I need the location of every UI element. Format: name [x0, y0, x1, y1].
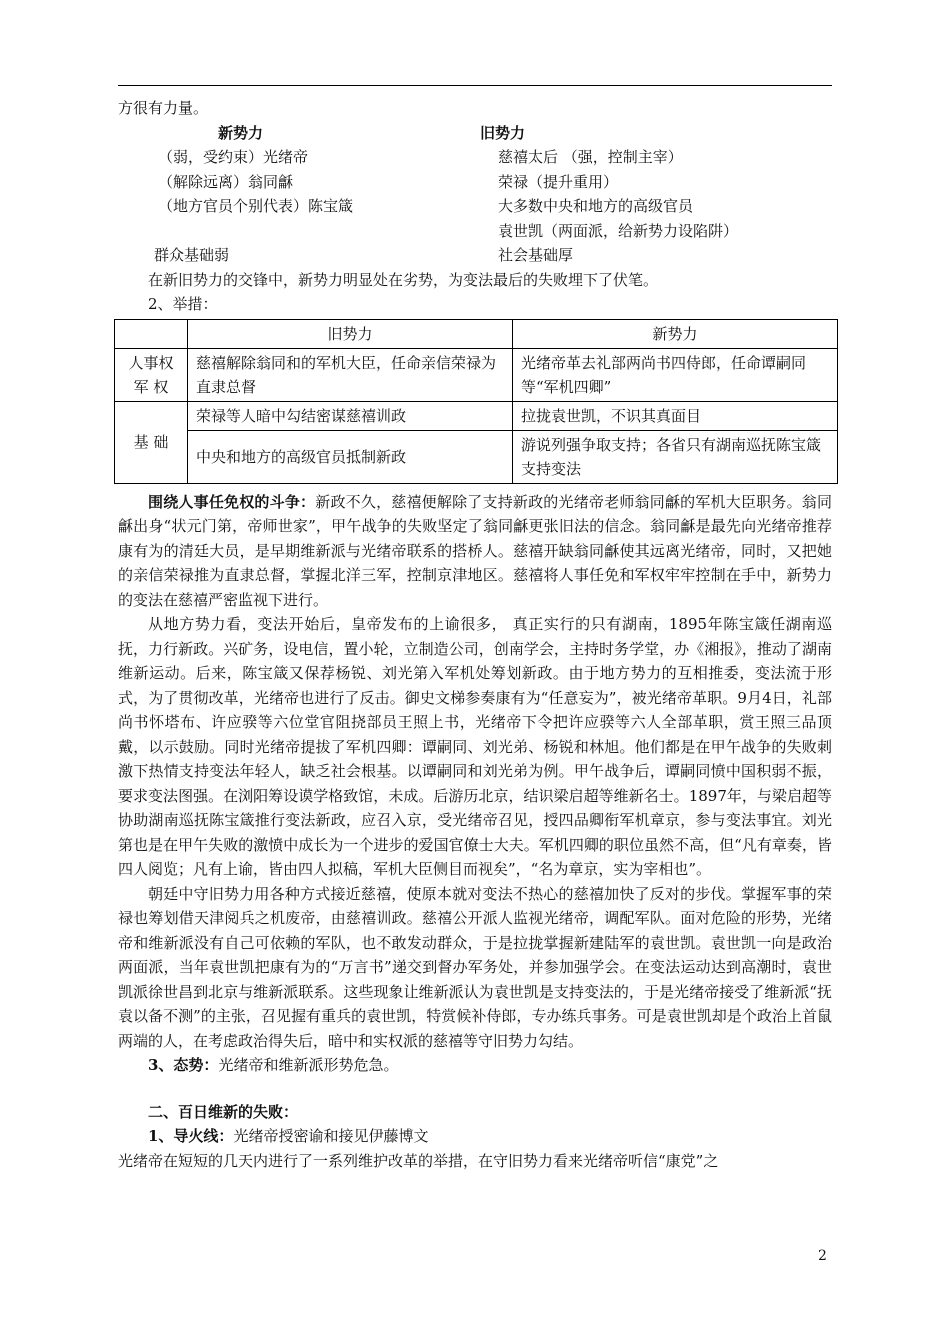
base-category-cell: 基 础 [115, 401, 188, 483]
old-forces-column-header: 旧势力 [188, 319, 513, 348]
base-new-cell: 游说列强争取支持；各省只有湖南巡抚陈宝箴支持变法 [513, 430, 838, 483]
struggle-paragraph [118, 490, 832, 613]
base-new-cell: 拉拢袁世凯，不识其真面目 [513, 401, 838, 430]
new-force-item: 群众基础弱 [154, 246, 230, 264]
measures-table [114, 319, 838, 484]
forces-conclusion: 在新旧势力的交锋中，新势力明显处在劣势，为变法最后的失败埋下了伏笔。 [148, 270, 659, 289]
table-row [115, 401, 838, 430]
military-label: 军 权 [133, 377, 169, 396]
personnel-new-cell: 光绪帝革去礼部两尚书四侍郎，任命谭嗣同等“军机四卿” [513, 348, 838, 401]
old-force-item: 慈禧太后 （强，控制主宰） [498, 148, 683, 166]
table-corner-cell [115, 319, 188, 348]
new-forces-column-header: 新势力 [513, 319, 838, 348]
page-number: 2 [818, 1248, 827, 1264]
header-rule [118, 85, 832, 86]
fuse-paragraph [118, 1124, 832, 1149]
local-forces-paragraph: 从地方势力看，变法开始后，皇帝发布的上谕很多， 真正实行的只有湖南，1895年陈宝箴任湖南巡抚，力行新政。兴矿务，设电信，置小轮，立制造公司，创南学会，主持时务学堂，办《湘报》，推动了湖南维新运动。后来，陈宝箴又保荐杨锐、刘光第入军机处筹划新政。由于地方势力的互相推委，变法流于形式，为了贯彻改革，光绪帝也进行了反击。御史文梯参奏康有为“任意妄为”，被光绪帝革职。9月4日，礼部尚书怀塔布、许应骙等六位堂官阻挠部员王照上书，光绪帝下令把许应骙等六人全部革职，赏王照三品顶戴，以示鼓励。同时光绪帝提拔了军机四卿：谭嗣同、刘光弟、杨锐和林旭。他们都是在甲午战争的失败刺激下热情支持变法年轻人，缺乏社会根基。以谭嗣同和刘光弟为例。甲午战争后，谭嗣同愤中国积弱不振，要求变法图强。在浏阳筹设谟学格致馆，未成。后游历北京，结识梁启超等维新名士。1897年，与梁启超等协助湖南巡抚陈宝箴推行变法新政，应召入京，受光绪帝召见，授四品卿衔军机章京，参与变法事宜。刘光第也是在甲午失败的激愤中成长为一个进步的爱国官僚士大夫。军机四卿的职位虽然不高，但“凡有章奏，皆四人阅览；凡有上谕，皆由四人拟稿，军机大臣侧目而视矣”，“名为章京，实为宰相也”。 [118, 615, 832, 878]
section-spacer [118, 1078, 832, 1100]
old-force-item: 社会基础厚 [498, 246, 574, 264]
situation-text: 光绪帝和维新派形势危急。 [218, 1056, 399, 1074]
forces-row [118, 243, 832, 268]
forces-row [118, 219, 832, 244]
forces-row [118, 170, 832, 195]
forces-row [118, 194, 832, 219]
struggle-text: 新政不久，慈禧便解除了支持新政的光绪帝老师翁同龢的军机大臣职务。翁同龢出身“状元门第，帝师世家”，甲午战争的失败坚定了翁同龢更张旧法的信念。翁同龢是最先向光绪帝推荐康有为的清廷大员，是早期维新派与光绪帝联系的搭桥人。慈禧开缺翁同龢使其远离光绪帝，同时，又把她的亲信荣禄推为直隶总督，掌握北洋三军，控制京津地区。慈禧将人事任免和军权牢牢控制在手中，新势力的变法在慈禧严密监视下进行。 [118, 492, 832, 609]
personnel-old-cell: 慈禧解除翁同和的军机大臣，任命亲信荣禄为直隶总督 [188, 348, 513, 401]
forces-heading-row [118, 121, 832, 146]
court-paragraph: 朝廷中守旧势力用各种方式接近慈禧，使原本就对变法不热心的慈禧加快了反对的步伐。掌握军事的荣禄也筹划借天津阅兵之机废帝，由慈禧训政。慈禧公开派人监视光绪帝，调配军队。面对危险的形势，光绪帝和维新派没有自己可依赖的军队，也不敢发动群众，于是拉拢掌握新建陆军的袁世凯。袁世凯一向是政治两面派，当年袁世凯把康有为的“万言书”递交到督办军务处，并参加强学会。在变法运动达到高潮时，袁世凯派徐世昌到北京与维新派联系。这些现象让维新派认为袁世凯是支持变法的，于是光绪帝接受了维新派“抚袁以备不测”的主张，召见握有重兵的袁世凯，特赏候补侍郎，专办练兵事务。可是袁世凯却是个政治上首鼠两端的人，在考虑政治得失后，暗中和实权派的慈禧等守旧势力勾结。 [118, 884, 832, 1050]
old-force-item: 大多数中央和地方的高级官员 [498, 197, 694, 215]
old-forces-heading: 旧势力 [480, 123, 526, 142]
document-page [118, 96, 832, 1173]
new-forces-heading: 新势力 [218, 123, 264, 142]
old-force-item: 袁世凯（两面派，给新势力设陷阱） [498, 221, 739, 240]
measures-heading: 2、举措： [148, 295, 218, 313]
situation-paragraph [118, 1053, 832, 1078]
new-force-item: （解除远离）翁同龢 [158, 172, 294, 191]
struggle-lead: 围绕人事任免权的斗争： [148, 492, 316, 511]
new-force-item: （地方官员个别代表）陈宝箴 [158, 197, 354, 215]
table-row [115, 348, 838, 401]
table-row [115, 430, 838, 483]
section-2-heading: 二、百日维新的失败： [148, 1102, 299, 1121]
situation-lead: 3、态势： [148, 1056, 219, 1074]
old-force-item: 荣禄（提升重用） [498, 172, 619, 191]
new-force-item: （弱，受约束）光绪帝 [158, 148, 309, 166]
personnel-label: 人事权 [128, 353, 174, 372]
intro-tail: 方很有力量。 [118, 99, 209, 117]
personnel-category-cell [115, 348, 188, 401]
fuse-lead: 1、导火线： [148, 1127, 234, 1145]
base-old-cell: 荣禄等人暗中勾结密谋慈禧训政 [188, 401, 513, 430]
fuse-text: 光绪帝授密谕和接见伊藤博文 [233, 1127, 429, 1145]
final-paragraph: 光绪帝在短短的几天内进行了一系列维护改革的举措，在守旧势力看来光绪帝听信“康党”之 [118, 1151, 719, 1170]
forces-row [118, 145, 832, 170]
base-old-cell: 中央和地方的高级官员抵制新政 [188, 430, 513, 483]
table-header-row [115, 319, 838, 348]
